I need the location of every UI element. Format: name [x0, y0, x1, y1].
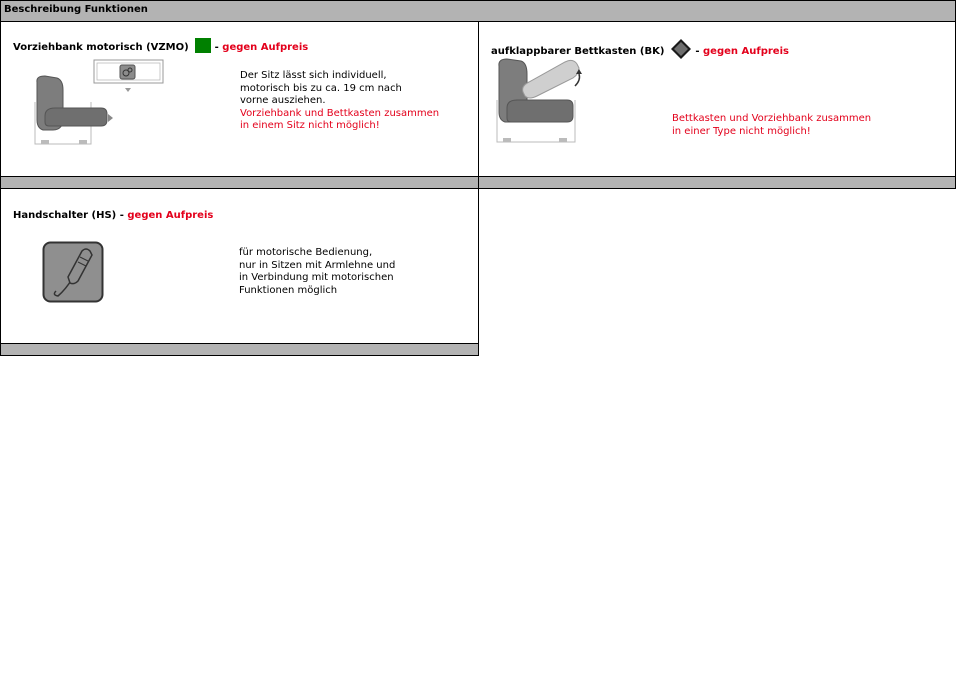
bk-warning [672, 113, 871, 138]
hs-desc-line: in Verbindung mit motorischen [239, 272, 394, 283]
green-square-badge-icon [195, 38, 211, 53]
vzmo-desc-line: Der Sitz lässt sich individuell, [240, 70, 387, 81]
black-diamond-badge-icon [670, 38, 692, 60]
bk-seat-illustration [493, 56, 583, 144]
bk-warning-line: Bettkasten und Vorziehbank zusammen [672, 113, 872, 124]
vzmo-seat-illustration [31, 74, 117, 146]
hs-separator: - [116, 210, 128, 221]
hs-description [239, 247, 395, 297]
vzmo-desc-line: vorne ausziehen. [240, 95, 326, 106]
hs-price: gegen Aufpreis [127, 210, 214, 221]
vzmo-warning-line: Vorziehbank und Bettkasten zusammen [240, 107, 440, 119]
card-footer-bar [1, 176, 478, 188]
vzmo-warning-line: in einem Sitz nicht möglich! [240, 120, 380, 131]
vzmo-title: Vorziehbank motorisch (VZMO) [13, 42, 189, 53]
bk-warning-line: in einer Type nicht möglich! [672, 125, 811, 137]
bk-separator: - [695, 46, 703, 57]
hs-desc-line: nur in Sitzen mit Armlehne und [239, 259, 396, 271]
card-footer-bar [479, 176, 955, 188]
hs-desc-line: Funktionen möglich [239, 284, 338, 296]
section-header [0, 0, 956, 22]
vzmo-price: gegen Aufpreis [222, 42, 309, 53]
hs-desc-line: für motorische Bedienung, [239, 247, 373, 258]
hand-switch-icon [42, 241, 104, 303]
vzmo-desc-line: motorisch bis zu ca. 19 cm nach [240, 82, 402, 94]
vzmo-description [240, 70, 439, 133]
hs-heading [13, 210, 213, 221]
card-footer-bar [1, 343, 478, 355]
vzmo-heading [13, 38, 308, 53]
vzmo-separator: - [214, 42, 223, 53]
bk-price: gegen Aufpreis [703, 46, 789, 57]
bk-title: aufklappbarer Bettkasten (BK) [491, 46, 665, 57]
feature-card-bk [478, 22, 956, 189]
feature-card-vzmo [0, 22, 479, 189]
hs-title: Handschalter (HS) [13, 210, 117, 221]
section-title: Beschreibung Funktionen [4, 4, 148, 15]
feature-card-hs [0, 189, 479, 356]
